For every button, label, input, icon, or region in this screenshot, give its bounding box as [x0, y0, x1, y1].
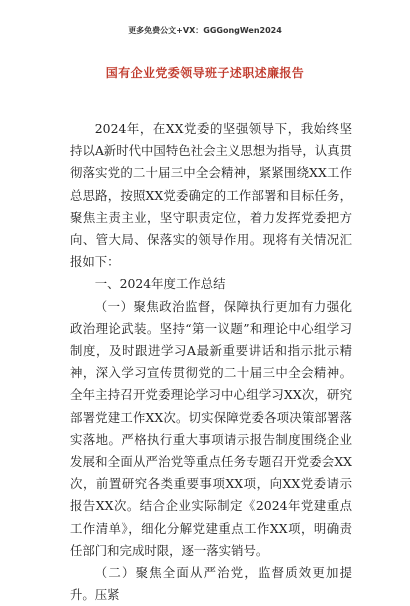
paragraph-intro: 2024年，在XX党委的坚强领导下，我始终坚持以A新时代中国特色社会主义思想为指导，认真贯彻落实党的二十届三中全会精神，紧紧围绕XX工作总思路，按照XX党委确定的工作部署和目标任务，聚焦主责主业，坚守职责定位，着力发挥党委把方向、管大局、保落实的领导作用。现将有关情况汇报如下：: [70, 121, 352, 270]
header-note: 更多免费公文+VX：GGGongWen2024: [128, 26, 282, 35]
paragraph-section-1: （一）聚焦政治监督，保障执行更加有力强化政治理论武装。坚持“第一议题”和理论中心组学习制度，及时跟进学习A最新重要讲话和指示批示精神，深入学习宣传贯彻党的二十届三中全会精神。全年主持召开党委理论学习中心组学习XX次，研究部署党建工作XX次。切实保障党委各项决策部署落实落地。严格执行重大事项请示报告制度围绕企业发展和全面从严治党等重点任务专题召开党委会XX次，前置研究各类重要事项XX项，向XX党委请示报告XX次。结合企业实际制定《2024年党建重点工作清单》，细化分解党建重点工作XX项，明确责任部门和完成时限，逐一落实销号。: [70, 298, 352, 558]
section-heading: 一、2024年度工作总结: [94, 276, 226, 292]
document-body: [70, 118, 352, 606]
document-title: 国有企业党委领导班子述职述廉报告: [105, 66, 305, 80]
paragraph-section-2: （二）聚焦全面从严治党，监督质效更加提升。压紧: [70, 565, 352, 603]
